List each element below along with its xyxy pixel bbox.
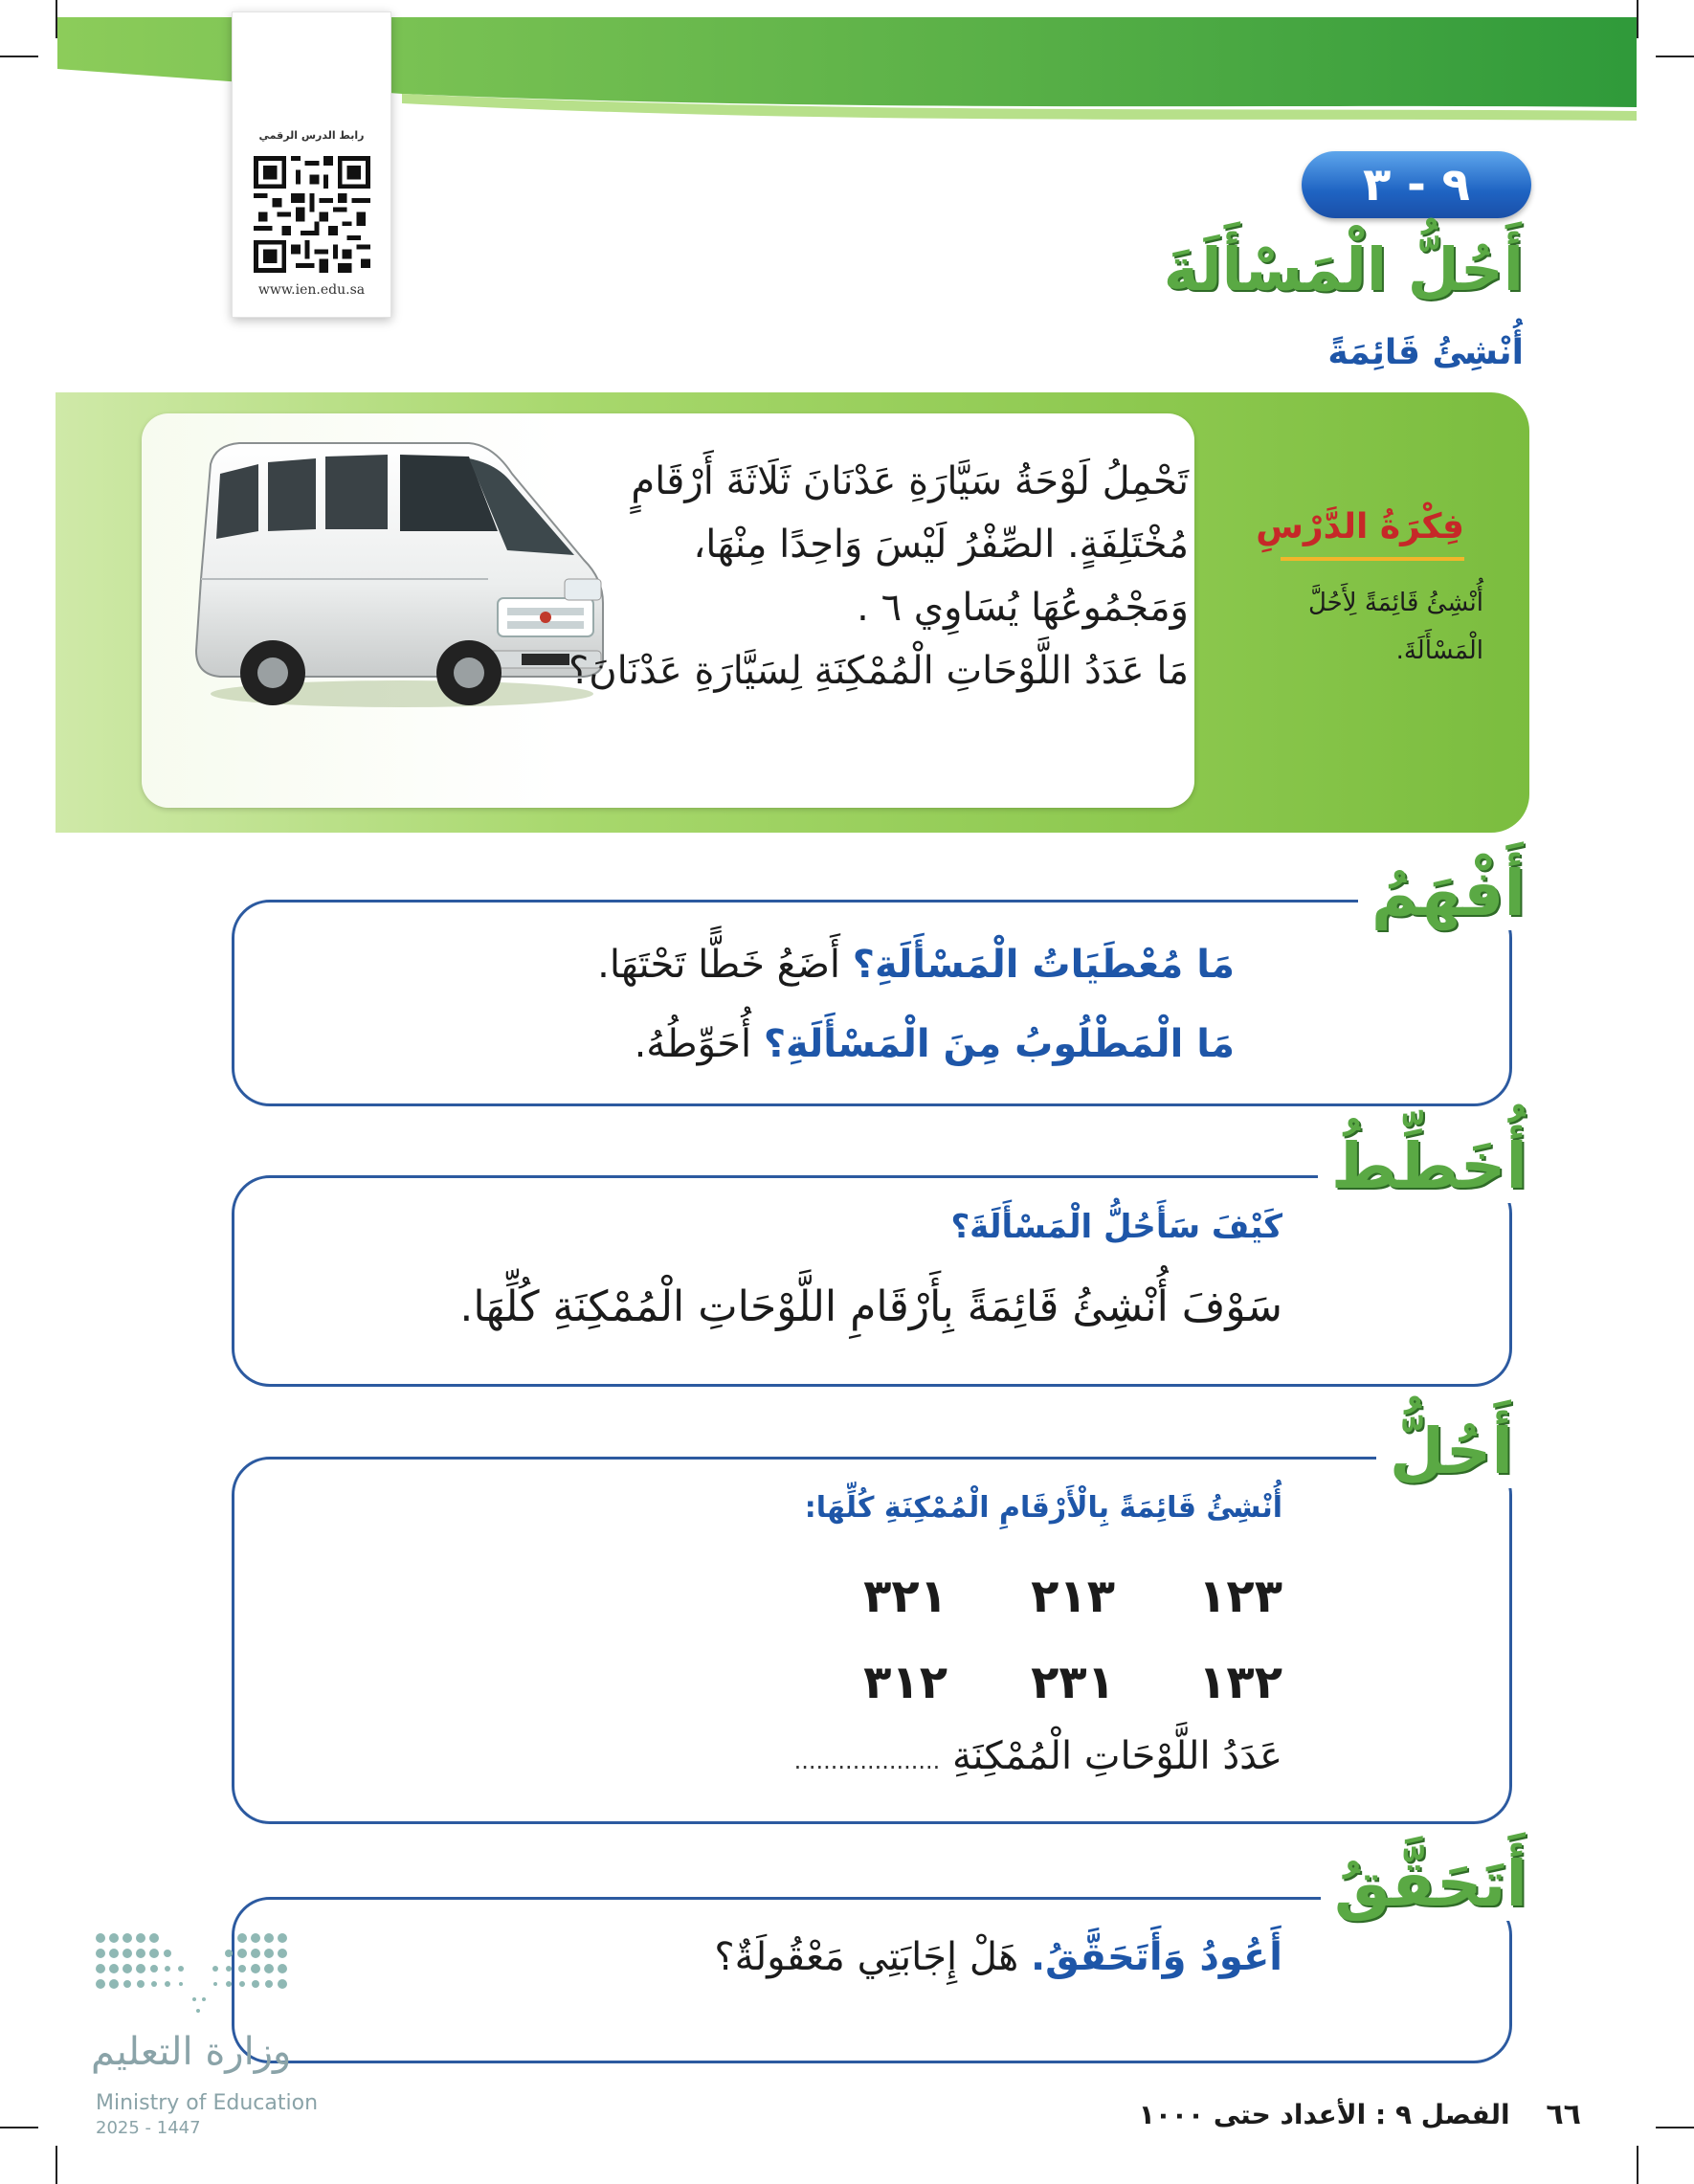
problem-line: تَحْمِلُ لَوْحَةُ سَيَّارَةِ عَدْنَانَ ثَلَاثَةَ أَرْقَامٍ <box>631 459 1189 503</box>
lesson-title: أَحُلُّ الْمَسْأَلَةَ <box>1163 234 1524 304</box>
understand-answer-2: أُحَوِّطُهُ. <box>634 1022 764 1066</box>
crop-mark <box>56 2146 57 2184</box>
crop-mark <box>0 2127 38 2128</box>
lesson-idea-text: أُنْشِئُ قَائِمَةً لِأَحُلَّ الْمَسْأَلَةَ. <box>1307 589 1483 665</box>
plan-answer: سَوْفَ أُنْشِئُ قَائِمَةً بِأَرْقَامِ اللَّوْحَاتِ الْمُمْكِنَةِ كُلِّهَا. <box>459 1282 1282 1331</box>
plan-heading: أُخَطِّطُ <box>1318 1129 1541 1203</box>
solve-number: ٢٣١ <box>1031 1656 1115 1709</box>
ministry-name-arabic: وزارة التعليم <box>91 2030 292 2074</box>
plan-section <box>232 1175 1512 1387</box>
understand-section <box>232 900 1512 1106</box>
check-line <box>714 1935 1282 1979</box>
qr-code-icon[interactable] <box>254 156 370 273</box>
page-number: ٦٦ <box>1546 2098 1581 2131</box>
check-bold: أَعُودُ وَأَتَحَقَّقُ. <box>1030 1935 1282 1979</box>
solve-instruction: أُنْشِئُ قَائِمَةً بِالْأَرْقَامِ الْمُمْكِنَةِ كُلِّهَا: <box>804 1491 1282 1525</box>
problem-line: مَا عَدَدُ اللَّوْحَاتِ الْمُمْكِنَةِ لِسَيَّارَةِ عَدْنَانَ؟ <box>568 649 1189 693</box>
qr-url[interactable]: www.ien.edu.sa <box>257 282 366 298</box>
understand-question-1: مَا مُعْطَيَاتُ الْمَسْأَلَةِ؟ <box>852 943 1235 987</box>
solve-number: ١٣٢ <box>1198 1656 1282 1709</box>
ministry-year: 2025 - 1447 <box>96 2118 201 2138</box>
ministry-logo <box>91 1919 321 2163</box>
problem-line: وَمَجْمُوعُهَا يُسَاوِي ٦ . <box>857 586 1189 630</box>
lesson-number-badge: ٩ - ٣ <box>1302 151 1531 218</box>
plan-question: كَيْفَ سَأَحُلُّ الْمَسْأَلَةَ؟ <box>950 1208 1282 1246</box>
solve-count-label: عَدَدُ اللَّوْحَاتِ الْمُمْكِنَةِ <box>951 1734 1282 1778</box>
ministry-dots-icon <box>91 1919 311 2024</box>
understand-heading: أَفْهَمُ <box>1358 857 1539 930</box>
solve-answer-blank[interactable]: .................... <box>793 1748 941 1774</box>
page-footer <box>1139 2098 1581 2131</box>
lesson-idea-underline <box>1281 557 1464 561</box>
understand-line-1 <box>597 943 1235 987</box>
understand-answer-1: أَضَعُ خَطًّا تَحْتَهَا. <box>597 943 853 987</box>
understand-question-2: مَا الْمَطْلُوبُ مِنَ الْمَسْأَلَةِ؟ <box>763 1022 1235 1066</box>
check-section <box>232 1897 1512 2063</box>
solve-number: ٢١٣ <box>1031 1570 1115 1623</box>
check-heading: أَتَحَقَّقُ <box>1321 1847 1541 1921</box>
ministry-name-english: Ministry of Education <box>96 2091 319 2115</box>
understand-line-2 <box>635 1022 1235 1066</box>
crop-mark <box>1656 2127 1694 2128</box>
chapter-title: الفصل ٩ : الأعداد حتى ١٠٠٠ <box>1138 2099 1510 2130</box>
qr-caption: رابط الدرس الرقمي <box>258 129 365 142</box>
problem-text <box>500 450 1189 702</box>
qr-card[interactable] <box>232 11 391 318</box>
solve-count-line <box>794 1734 1282 1778</box>
solve-number: ٣٢١ <box>863 1570 947 1623</box>
solve-number: ١٢٣ <box>1198 1570 1282 1623</box>
solve-heading: أَحُلُّ <box>1376 1415 1527 1488</box>
crop-mark <box>1637 2146 1638 2184</box>
check-text: هَلْ إِجَابَتِي مَعْقُولَةٌ؟ <box>714 1935 1031 1979</box>
lesson-idea-title: فِكْرَةُ الدَّرْسِ <box>1256 507 1464 546</box>
lesson-subtitle: أُنْشِئُ قَائِمَةً <box>1327 333 1524 372</box>
problem-line: مُخْتَلِفَةٍ. الصِّفْرُ لَيْسَ وَاحِدًا مِنْهَا، <box>693 523 1189 567</box>
solve-number: ٣١٢ <box>863 1656 947 1709</box>
